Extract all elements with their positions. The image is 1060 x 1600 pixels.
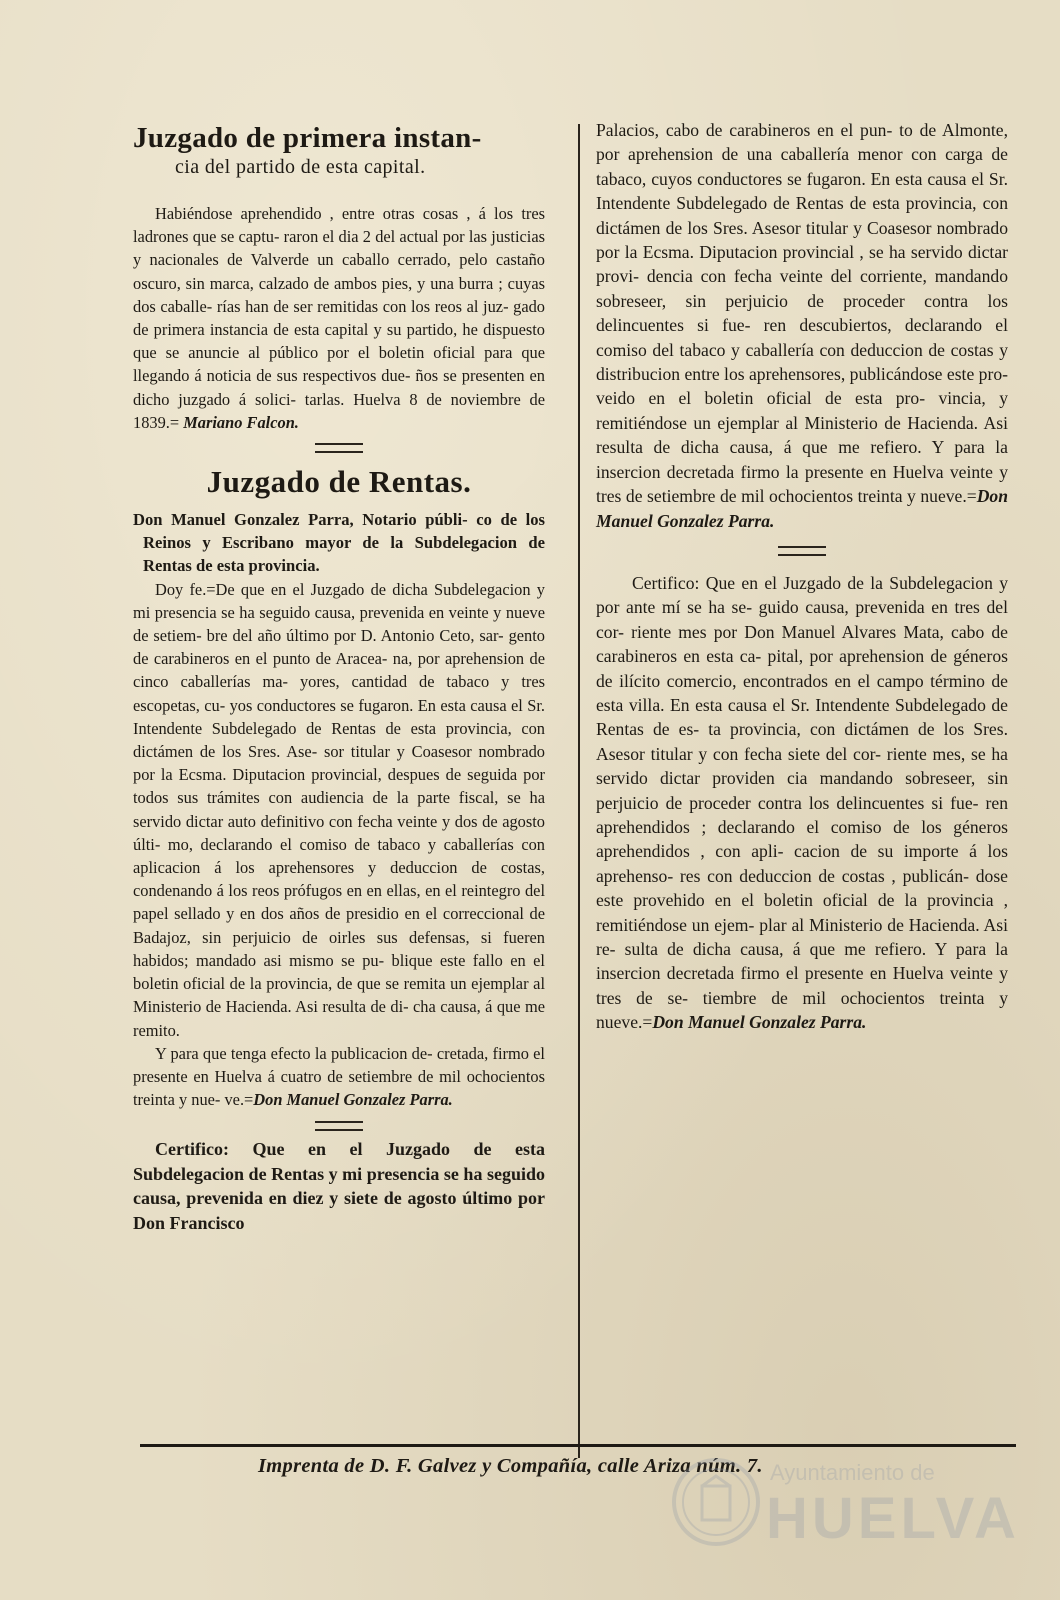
heading-juzgado-de-rentas: Juzgado de Rentas. — [206, 464, 472, 500]
city-seal-icon — [670, 1456, 762, 1548]
notice-paragraph: Doy fe.=De que en el Juzgado de dicha Subdelegacion y mi presencia se ha seguido causa, prevenida en veinte y nueve de setiem- bre del año último por D. Antonio Ceto, sar- gento de carabineros en el punto de Aracea- na, por aprehension de cinco caballerías ma- yores, cantidad de tabaco y tres escopetas, cu- yos conductores se fugaron. En esta causa el Sr. Intendente Subdelegado de Rentas de esta provincia, con dictámen de los Sres. Ase- sor titular y Coasesor nombrado por la Ecsma. Diputacion provincial, despues de seguida por todos sus trámites con audiencia de la parte fiscal, se ha servido dictar auto definitivo con fecha veinte y dos de agosto últi- mo, declarando el comiso de tabaco y caballerías con aplicacion á los aprehensores y deduccion de costas, condenando á los reos prófugos en en ellas, en el reintegro del papel sellado y en dos años de presidio en el correccional de Badajoz, sin perjuicio de oirles sus defensas, si fueren habidos; mandado asi mismo se pu- blique este fallo en el boletin oficial de la provincia, de que se remita un ejemplar al Ministerio de Hacienda. Asi resulta de di- cha causa, á que me remito. — [133, 579, 545, 1040]
signature: Don Manuel Gonzalez Parra. — [253, 1090, 453, 1110]
notice-text: Palacios, cabo de carabineros en el pun- to de Almonte, por aprehension de una caballería menor con carga de tabaco, cuyos conductores se fugaron. En esta causa el Sr. Intendente Subdelegado de Rentas de esta provincia, con dictámen de los Sres. Asesor titular y Coasesor nombrado por la Ecsma. Diputacion provincial , se ha servido dictar provi- dencia con fecha veinte del corriente, mandando sobreseer, sin perjuicio de proceder contra los delincuentes si fue- ren descubiertos, declarando el comiso del tabaco y caballería con deduccion de costas y distribucion entre los aprehensores, publicándose este pro- veido en el boletin oficial de esta pro- vincia, y remitiéndose un ejemplar al Ministerio de Hacienda. Asi resulta de dicha causa, á que me refiero. Y para la insercion decretada firmo la presente en Huelva veinte y tres de setiembre de mil ochocientos treinta y nueve.= — [596, 120, 1008, 507]
heading-juzgado-primera-instancia: Juzgado de primera instan- — [133, 122, 482, 154]
notice-paragraph — [596, 118, 1008, 533]
notice-paragraph — [133, 202, 545, 434]
left-column — [133, 118, 545, 1235]
section-separator — [596, 539, 1008, 561]
signature: Don Manuel Gonzalez Parra. — [596, 486, 1008, 531]
printer-imprint: Imprenta de D. F. Galvez y Compañía, calle Ariza núm. 7. — [258, 1455, 763, 1477]
notice-paragraph: Certifico: Que en el Juzgado de esta Subdelegacion de Rentas y mi presencia se ha seguido causa, prevenida en diez y siete de agosto último por Don Francisco — [133, 1139, 545, 1233]
notice-paragraph — [596, 571, 1008, 1035]
signature: Mariano Falcon. — [183, 412, 299, 432]
watermark-line1: Ayuntamiento de — [770, 1460, 935, 1485]
notice-text: Certifico: Que en el Juzgado de la Subdelegacion y por ante mí se ha se- guido causa, prevenida en tres del cor- riente mes por Don Manuel Alvares Mata, cabo de carabineros en esta ca- pital, por aprehension de géneros de ilícito comercio, encontrados en el campo término de esta villa. En esta causa el Sr. Intendente Subdelegado de Rentas de es- ta provincia, con dictámen de los Sres. Asesor titular y con fecha siete del cor- riente mes, se ha servido dictar providen cia mandando sobreseer, sin perjuicio de proceder contra los delincuentes si fue- ren aprehendidos ; declarando el comiso de los géneros aprehendidos , con apli- cacion de su importe á los aprehenso- res con deduccion de costas , publicán- dose este provehido en el boletin oficial de la provincia , remitiéndose un ejem- plar al Ministerio de Hacienda. Asi re- sulta de dicha causa, á que me refiero. Y para la insercion decretada firmo el presente en Huelva veinte y tres de se- tiembre de mil ochocientos treinta y nueve.= — [596, 572, 1008, 1033]
section-separator — [133, 436, 545, 458]
heading-juzgado-primera-instancia-cont: cia del partido de esta capital. — [175, 156, 426, 178]
column-divider — [578, 124, 580, 1458]
notice-paragraph — [133, 1042, 545, 1112]
notice-text: Habiéndose aprehendido , entre otras cosas , á los tres ladrones que se captu- raron el dia 2 del actual por las justicias y nacionales de Valverde un caballo cerrado, pelo castaño oscuro, sin marca, calzado de ambos pies, y una burra ; cuyas dos caballe- rías han de ser remitidas con los reos al juz- gado de primera instancia de esta capital y su partido, he dispuesto que se anuncie al público por el boletin oficial para que llegando á noticia de sus respectivos due- ños se presenten en dicho juzgado á solici- tarlas. Huelva 8 de noviembre de 1839.= — [133, 204, 545, 432]
watermark — [660, 1450, 1020, 1570]
notice-text: Y para que tenga efecto la publicacion de- cretada, firmo el presente en Huelva á cuatro de setiembre de mil ochocientos treinta y nue- ve.= — [133, 1043, 545, 1110]
section-separator — [133, 1113, 545, 1135]
right-column — [596, 118, 1008, 1035]
footer-rule — [140, 1444, 1016, 1447]
signature: Don Manuel Gonzalez Parra. — [652, 1012, 867, 1033]
watermark-line2: HUELVA — [766, 1486, 1020, 1551]
notary-intro: Don Manuel Gonzalez Parra, Notario públi- co de los Reinos y Escribano mayor de la Subdelegacion de Rentas de esta provincia. — [133, 510, 545, 576]
